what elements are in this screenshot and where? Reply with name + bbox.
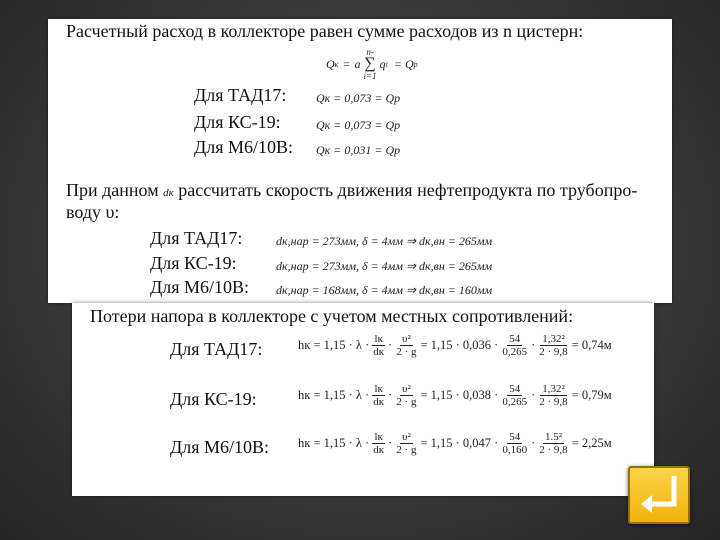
total-flow-formula: [326, 47, 418, 81]
formula-tail: = Q: [393, 56, 414, 71]
loss-result: = 0,79м: [571, 388, 612, 402]
fraction-v-over-2g: [394, 431, 418, 456]
formula-q-i-sub: i: [385, 59, 388, 69]
fraction-den: dк: [373, 346, 385, 358]
multiply-dot: ·: [531, 388, 536, 402]
fraction-num: 54: [509, 383, 521, 395]
fraction-num: 1,32²: [542, 383, 565, 395]
fraction-num: 54: [509, 431, 521, 443]
fraction-den: 2 · g: [396, 444, 417, 456]
loss-formula-tad17: [298, 333, 612, 358]
multiply-dot: ·: [388, 338, 393, 352]
fraction-l-over-d: [371, 333, 386, 358]
flow-formula-tad17: Qк = 0,073 = Qр: [316, 91, 401, 105]
fraction-num: lк: [374, 431, 383, 443]
paragraph-part-b: рассчитать скорость движения нефтепродукта по трубопро-: [178, 180, 638, 200]
diameter-label-ks19: Для КС-19:: [150, 253, 237, 273]
bottom-slide-panel: [72, 303, 654, 496]
fraction-num: υ²: [402, 383, 411, 395]
fraction-den: 2 · g: [396, 396, 417, 408]
loss-formula-ks19: [298, 383, 612, 408]
fraction-num: lк: [374, 383, 383, 395]
fraction-den: dк: [373, 396, 385, 408]
fraction-v-over-2g: [394, 383, 418, 408]
multiply-dot: ·: [388, 388, 393, 402]
fraction-length-over-diameter: [500, 383, 529, 408]
fraction-length-over-diameter: [500, 333, 529, 358]
fraction-l-over-d: [371, 383, 386, 408]
loss-mid: = 1,15 · 0,038 ·: [420, 388, 499, 402]
fraction-den: 2 · g: [396, 346, 417, 358]
fraction-velocity: [537, 333, 569, 358]
loss-prefix: hк = 1,15 · λ ·: [298, 388, 370, 402]
sigma-top: n-: [366, 47, 374, 57]
flow-heading: Расчетный расход в коллекторе равен сумме расходов из n цистерн:: [66, 21, 584, 41]
velocity-paragraph-line2: воду υ:: [66, 202, 120, 222]
formula-a: a: [354, 56, 361, 71]
formula-q-sub: к: [334, 59, 339, 69]
top-slide-panel: [48, 19, 672, 303]
fraction-den: 2 · 9,8: [539, 346, 568, 358]
fraction-den: 0,265: [502, 396, 528, 408]
diameter-formula-m610v: dк,нар = 168мм, δ = 4мм ⇒ dк,вн = 160мм: [276, 283, 493, 297]
formula-q: Q: [326, 56, 335, 71]
fraction-velocity: [537, 431, 569, 456]
multiply-dot: ·: [531, 436, 536, 450]
return-button[interactable]: [628, 466, 690, 524]
fraction-num: 1,32²: [542, 333, 565, 345]
multiply-dot: ·: [531, 338, 536, 352]
head-loss-heading: Потери напора в коллекторе с учетом местных сопротивлений:: [90, 306, 574, 326]
flow-label-m610v: Для М6/10В:: [194, 137, 294, 157]
loss-label-m610v: Для М6/10В:: [170, 437, 270, 457]
loss-formula-m610v: [298, 431, 612, 456]
diameter-label-tad17: Для ТАД17:: [150, 228, 243, 248]
formula-tail-sub: р: [413, 59, 418, 69]
diameter-label-m610v: Для М6/10В:: [150, 277, 250, 297]
return-arrow-icon: [630, 468, 688, 522]
loss-prefix: hк = 1,15 · λ ·: [298, 338, 370, 352]
flow-formula-ks19: Qк = 0,073 = Qр: [316, 118, 401, 132]
fraction-l-over-d: [371, 431, 386, 456]
fraction-den: dк: [373, 444, 385, 456]
flow-label-ks19: Для КС-19:: [194, 112, 281, 132]
multiply-dot: ·: [388, 436, 393, 450]
fraction-length-over-diameter: [500, 431, 529, 456]
paragraph-symbol: dк: [163, 187, 174, 199]
loss-label-ks19: Для КС-19:: [170, 389, 257, 409]
loss-result: = 0,74м: [571, 338, 612, 352]
flow-label-tad17: Для ТАД17:: [194, 85, 287, 105]
loss-mid: = 1,15 · 0,036 ·: [420, 338, 499, 352]
fraction-velocity: [537, 383, 569, 408]
fraction-num: lк: [374, 333, 383, 345]
flow-formula-m610v: Qк = 0,031 = Qр: [316, 143, 401, 157]
loss-label-tad17: Для ТАД17:: [170, 339, 263, 359]
loss-mid: = 1,15 · 0,047 ·: [420, 436, 499, 450]
sigma-bottom: i=1: [363, 71, 377, 81]
fraction-den: 0,265: [502, 346, 528, 358]
fraction-num: υ²: [402, 431, 411, 443]
formula-sigma: [364, 47, 377, 81]
velocity-paragraph-line1: [66, 180, 637, 201]
loss-result: = 2,25м: [571, 436, 612, 450]
fraction-v-over-2g: [394, 333, 418, 358]
formula-q-i: q: [379, 56, 386, 71]
sigma-glyph: ∑: [364, 55, 376, 72]
fraction-den: 0,160: [502, 444, 528, 456]
fraction-num: 1.5²: [544, 431, 562, 443]
diameter-formula-ks19: dк,нар = 273мм, δ = 4мм ⇒ dк,вн = 265мм: [276, 259, 493, 273]
loss-prefix: hк = 1,15 · λ ·: [298, 436, 370, 450]
formula-eq: =: [342, 56, 351, 71]
diameter-formula-tad17: dк,нар = 273мм, δ = 4мм ⇒ dк,вн = 265мм: [276, 234, 493, 248]
fraction-den: 2 · 9,8: [539, 396, 568, 408]
fraction-num: 54: [509, 333, 521, 345]
fraction-num: υ²: [402, 333, 411, 345]
fraction-den: 2 · 9,8: [539, 444, 568, 456]
paragraph-part-a: При данном: [66, 180, 159, 200]
